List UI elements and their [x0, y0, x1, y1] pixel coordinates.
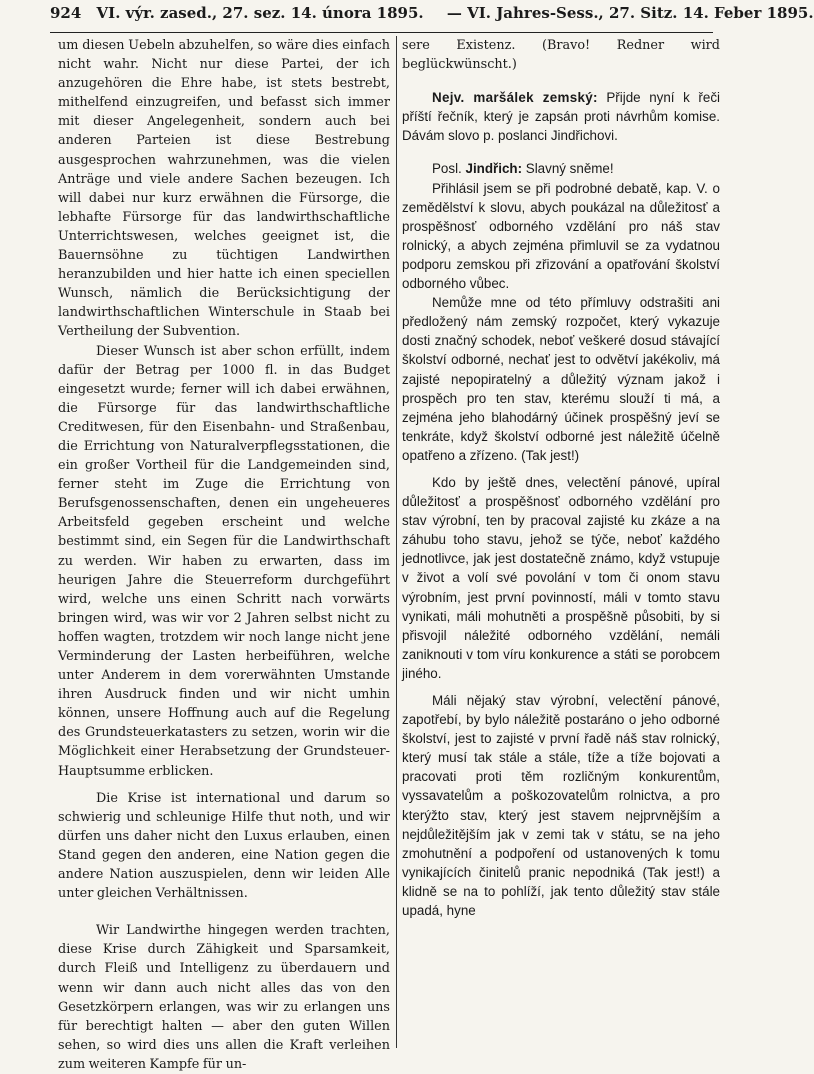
left-column-german: [58, 36, 390, 1072]
header-czech-title: VI. výr. zased., 27. sez. 14. února 1895.: [96, 4, 424, 22]
speech-jindrich: [402, 159, 720, 178]
right-paragraph-2: Nemůže mne od této přímluvy odstrašiti ani předložený nám zemský rozpočet, který vykazuje dosti značný schodek, neboť veškeré dosud stávající školství odborné, nechať jest to odvětví jakékoliv, má zajisté nepopiratelný a důležitý význam jakož i prospěch pro ten stav, kterému slouží ti má, a zejména jeho blahodárný účinek prospěšný jeví se tenkráte, když školství odborné jest náležitě účelně opatřeno a zřízeno. (Tak jest!): [402, 295, 720, 463]
right-paragraph-1: Přihlásil jsem se při podrobné debatě, kap. V. o zemědělství k slovu, abych poukázal na důležitosť a prospěšnosť odborného vzdělání pro náš stav rolnický, a abych zejména přimluvil se za vydatnou podporu zemskou při zřizování a opatřování školství odborného vůbec.: [402, 180, 720, 292]
header-rule: [50, 32, 713, 33]
left-paragraph-4: Wir Landwirthe hingegen werden trachten, diese Krise durch Zähigkeit und Sparsamkeit, durch Fleiß und Intelligenz zu überdauern und wenn wir dann auch nicht alles das von den Gesetzkörpern erlangen, was wir zu erlangen uns für berechtigt halten — aber den guten Willen sehen, so wird dies uns allen die Kraft verleihen zum weiteren Kampfe für un-: [58, 923, 390, 1072]
speaker-jindrich: Jindřich:: [465, 161, 523, 177]
page-header: [50, 4, 814, 30]
right-continuation: sere Existenz. (Bravo! Redner wird beglückwünscht.): [402, 38, 720, 73]
column-divider: [396, 36, 397, 1048]
page-number: 924: [50, 4, 82, 22]
right-column-czech: [402, 36, 720, 1056]
speech-marshal: [402, 88, 720, 145]
speech-jindrich-text: Slavný sněme!: [522, 161, 614, 177]
left-paragraph-1: um diesen Uebeln abzuhelfen, so wäre dies einfach nicht wahr. Nicht nur diese Partei, der ich anzugehören die Ehre habe, ist stets bestrebt, mithelfend einzugreifen, und befasst sich immer mit dieser Angelegenheit, sondern auch bei anderen Parteien ist diese Bestrebung ausgesprochen wahrzunehmen, was die vielen Anträge und viele andere Sachen bezeugen. Ich will dabei nur kurz erwähnen die Fürsorge, die lebhafte Fürsorge für das landwirthschaftliche Unterrichtswesen, welches geeignet ist, die Bauernsöhne zu tüchtigen Landwirthen heranzubilden und hier hatte ich einen speciellen Wunsch, nämlich die Berücksichtigung der landwirthschaftlichen Winterschule in Staab bei Vertheilung der Subvention.: [58, 38, 390, 340]
header-german-title: — VI. Jahres-Sess., 27. Sitz. 14. Feber 1895.: [446, 4, 814, 22]
right-paragraph-4: Máli nějaký stav výrobní, velectění pánové, zapotřebí, by bylo náležitě postaráno o jeho odborné školství, jest to zajisté v první řadě náš stav rolnický, který musí tak stále a stále, tíže a tíže bojovati a pracovati proti těm rozličným konkurentům, vyssavatelům a poškozovatelům rolnictva, a pro kterýžto stav, který jest stavem nejprvnějším a nejdůležitějším jak v zemi tak v státu, se na jeho zmohutnění a podpoření od ustanovených k tomu vynikajících činitelů pranic nepodniká (Tak jest!) a klidně se na to pohlíží, jak tento důležitý stav stále upadá, hyne: [402, 693, 720, 919]
right-paragraph-3: Kdo by ještě dnes, velectění pánové, upíral důležitosť a prospěšnosť odborného vzdělání pro stav výrobní, ten by pracoval zajisté ku zkáze a na záhubu toho stavu, jehož se týče, neboť každého jednotlivce, jak jest dostatečně známo, když vstupuje v život a volí své povolání v tom či onom stavu výrobním, jest první povinností, máli v tomto stavu vynikati, máli mohutněti a prospěšně působiti, by si přisvojil náležité odborného vzdělání, nemáli zaniknouti v tom víru konkurence a státi se porobcem jiného.: [402, 474, 720, 681]
speech-marshal-text: Přijde nyní k řeči příští řečník, který je zapsán proti návrhům komise. Dávám slovo p. poslanci Jindřichovi.: [402, 90, 720, 144]
speaker-marshal: Nejv. maršálek zemský:: [432, 90, 598, 106]
left-paragraph-3: Die Krise ist international und darum so schwierig und schleunige Hilfe thut noth, und wir dürfen uns daher nicht den Luxus erlauben, einen Stand gegen den anderen, eine Nation gegen die andere Nation auszuspielen, denn wir leiden Alle unter gleichen Verhältnissen.: [58, 790, 390, 902]
speaker-prefix: Posl.: [432, 161, 466, 177]
left-paragraph-2: Dieser Wunsch ist aber schon erfüllt, indem dafür der Betrag per 1000 fl. in das Budget eingesetzt wurde; ferner will ich dabei erwähnen, die Fürsorge für das landwirthschaftliche Creditwesen, für den Eisenbahn- und Straßenbau, die Errichtung von Naturalverpflegsstationen, die ein großer Vortheil für die Landgemeinden sind, ferner steht im Zuge die Errichtung von Berufsgenossenschaften, denen ein ungeheueres Arbeitsfeld gegeben erscheint und welche bestimmt sind, ein Segen für die Landwirthschaft zu werden. Wir haben zu erwarten, dass im heurigen Jahre die Steuerreform durchgeführt wird, welche uns einen Schritt nach vorwärts bringen wird, was wir vor 2 Jahren selbst nicht zu hoffen wagten, trotzdem wir noch lange nicht jene Verminderung der Lasten herbeiführen, welche unter Anderem in dem vorerwähnten Umstande ihren Ausdruck finden und wir nicht umhin können, unsere Hoffnung auch auf die Regelung des Grundsteuerkatasters zu setzen, worin wir die Möglichkeit einer Herabsetzung der Grundsteuer-Hauptsumme erblicken.: [58, 343, 390, 779]
